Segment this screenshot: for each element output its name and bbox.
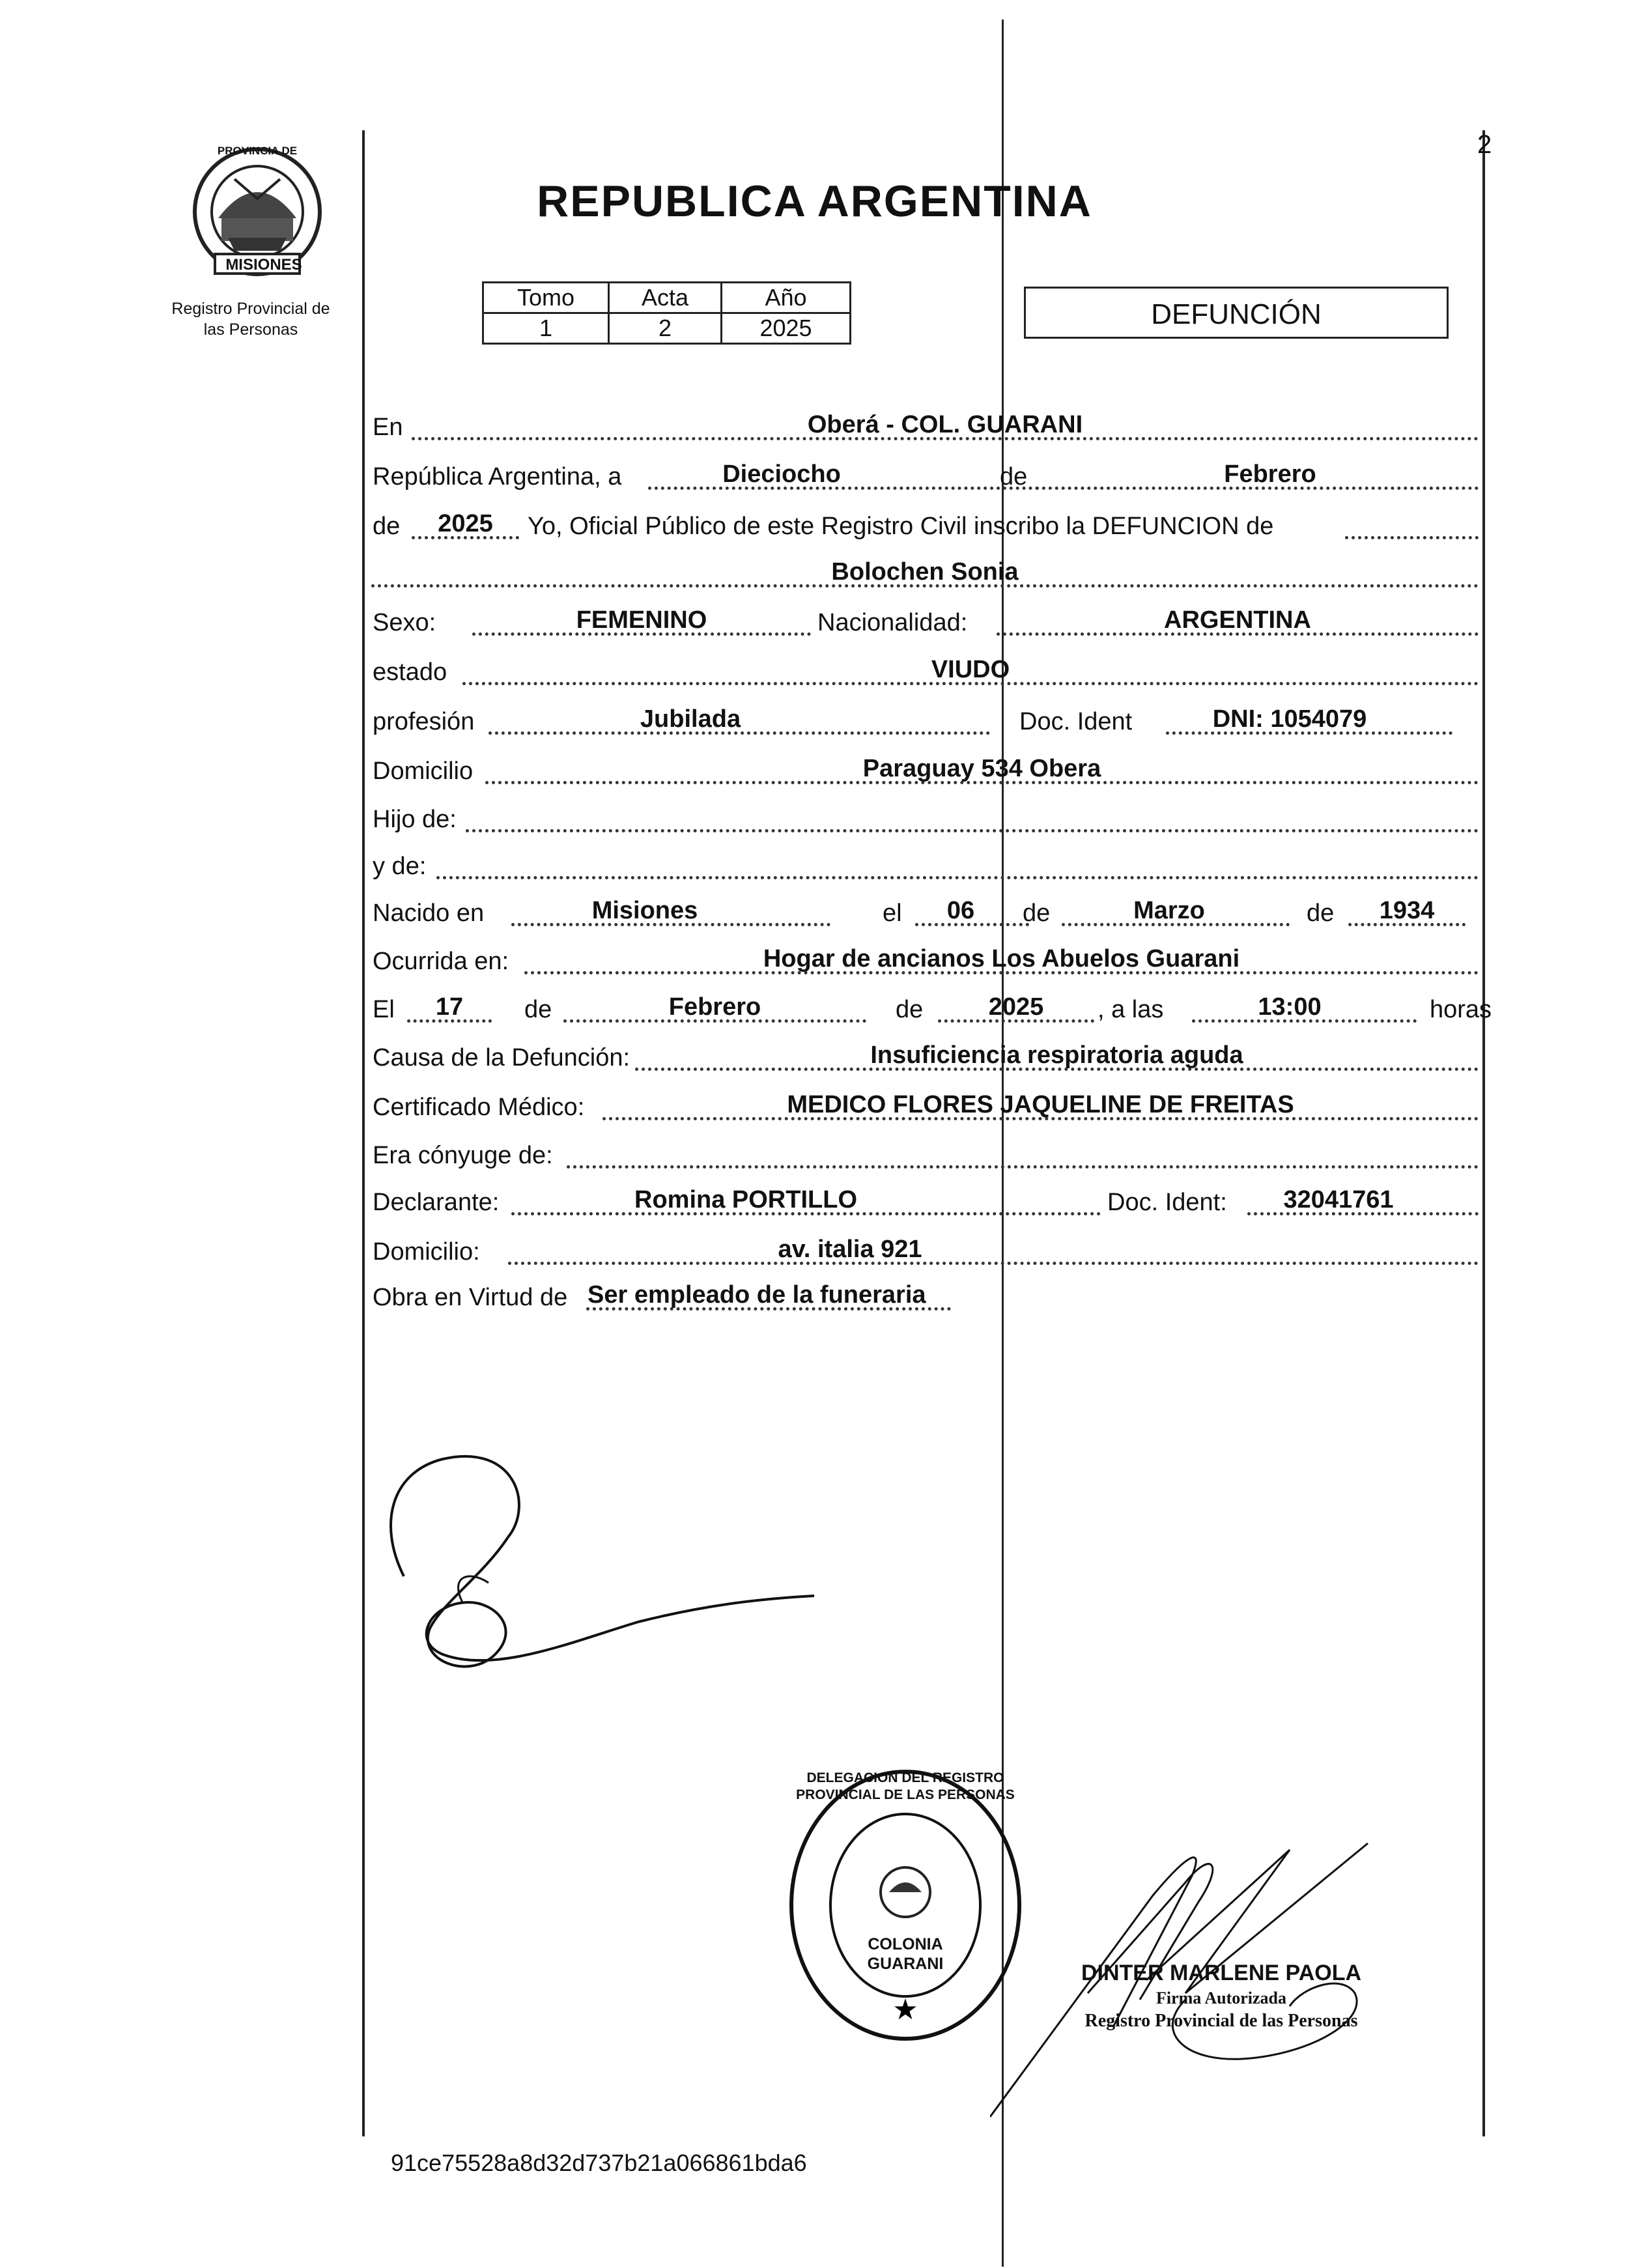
row-ocurrida xyxy=(371,938,1479,977)
row-fecha-defuncion xyxy=(371,986,1492,1025)
causa-value: Insuficiencia respiratoria aguda xyxy=(870,1042,1243,1069)
horas-label: horas xyxy=(1430,996,1492,1023)
page-title: REPUBLICA ARGENTINA xyxy=(537,177,1092,226)
yde-dots xyxy=(436,876,1479,879)
anio-header: Año xyxy=(722,283,851,313)
sexo-value: FEMENINO xyxy=(576,606,707,634)
acta-header: Acta xyxy=(609,283,722,313)
row-sexo xyxy=(371,599,1479,638)
birth-de-label: de xyxy=(1023,900,1051,927)
row-conyuge xyxy=(371,1132,1479,1171)
registry-label xyxy=(143,298,358,340)
birth-de2-label: de xyxy=(1307,900,1335,927)
year-value: 2025 xyxy=(438,510,493,537)
conyuge-label: Era cónyuge de: xyxy=(373,1142,553,1169)
row-profesion xyxy=(371,698,1479,737)
ocurrida-value: Hogar de ancianos Los Abuelos Guarani xyxy=(763,945,1240,972)
record-table xyxy=(482,281,851,345)
estado-label: estado xyxy=(373,659,447,686)
seal-top-text: PROVINCIA DE xyxy=(217,145,298,157)
registry-label-line1: Registro Provincial de xyxy=(171,300,330,318)
svg-text:★: ★ xyxy=(892,1993,918,2026)
declarante-value: Romina PORTILLO xyxy=(634,1186,857,1213)
acta-value: 2 xyxy=(609,313,722,344)
doc-ident-label: Doc. Ident xyxy=(1019,708,1133,735)
death-de2-label: de xyxy=(896,996,924,1023)
declarante-label: Declarante: xyxy=(373,1189,500,1216)
row-certificado xyxy=(371,1084,1479,1123)
hijo-label: Hijo de: xyxy=(373,806,457,833)
decl-doc-label: Doc. Ident: xyxy=(1107,1189,1227,1216)
row-en xyxy=(371,404,1479,443)
de-label: de xyxy=(1000,463,1028,490)
death-day: 17 xyxy=(435,993,464,1021)
birth-day: 06 xyxy=(946,897,975,924)
declarant-signature xyxy=(365,1407,860,1680)
row-causa xyxy=(371,1034,1479,1073)
deceased-name: Bolochen Sonia xyxy=(831,558,1019,586)
row-nacido xyxy=(371,890,1479,929)
seal-bottom-text: MISIONES xyxy=(225,256,302,274)
tomo-header: Tomo xyxy=(483,283,609,313)
yde-label: y de: xyxy=(373,853,427,880)
row-hijo xyxy=(371,796,1479,835)
death-el-label: El xyxy=(373,996,395,1023)
nacido-value: Misiones xyxy=(591,897,698,924)
doc-ident-value: DNI: 1054079 xyxy=(1212,705,1367,733)
death-de-label: de xyxy=(524,996,552,1023)
row-fecha xyxy=(371,453,1479,492)
row-yo xyxy=(371,503,1479,542)
hijo-dots xyxy=(466,829,1479,832)
en-value: Oberá - COL. GUARANI xyxy=(807,411,1083,438)
anio-value: 2025 xyxy=(722,313,851,344)
document-hash: 91ce75528a8d32d737b21a066861bda6 xyxy=(391,2149,807,2176)
document-type-box: DEFUNCIÓN xyxy=(1024,287,1449,339)
domicilio-value: Paraguay 534 Obera xyxy=(862,755,1101,782)
row-estado xyxy=(371,649,1479,688)
domicilio-label: Domicilio xyxy=(373,758,474,785)
nacionalidad-value: ARGENTINA xyxy=(1164,606,1311,634)
certificado-value: MEDICO FLORES JAQUELINE DE FREITAS xyxy=(787,1091,1294,1118)
profesion-label: profesión xyxy=(373,708,475,735)
decl-domicilio-label: Domicilio: xyxy=(373,1238,480,1266)
birth-year: 1934 xyxy=(1379,897,1435,924)
en-label: En xyxy=(373,414,403,441)
alas-label: , a las xyxy=(1098,996,1164,1023)
tomo-value: 1 xyxy=(483,313,609,344)
obra-label: Obra en Virtud de xyxy=(373,1284,568,1311)
page-number: 2 xyxy=(1477,130,1492,159)
profesion-value: Jubilada xyxy=(640,705,741,733)
left-margin-rule xyxy=(362,130,365,2136)
signatory-office: Registro Provincial de las Personas xyxy=(1084,2011,1358,2031)
yo-text: Yo, Oficial Público de este Registro Civil inscribo la DEFUNCION de xyxy=(528,513,1274,540)
estado-value: VIUDO xyxy=(931,656,1010,683)
causa-label: Causa de la Defunción: xyxy=(373,1044,630,1071)
row-declarante xyxy=(371,1179,1479,1218)
republica-label: República Argentina, a xyxy=(373,463,622,490)
row-decl-domicilio xyxy=(371,1228,1479,1268)
month-value: Febrero xyxy=(1224,461,1316,488)
de2-label: de xyxy=(373,513,401,540)
registry-label-line2: las Personas xyxy=(203,320,298,339)
right-margin-rule xyxy=(1482,130,1485,2136)
certificado-label: Certificado Médico: xyxy=(373,1094,585,1121)
yo-dots xyxy=(1345,536,1479,539)
nacionalidad-label: Nacionalidad: xyxy=(817,609,968,636)
decl-domicilio-value: av. italia 921 xyxy=(778,1236,922,1263)
stamp-inner-text: COLONIA GUARANI xyxy=(867,1935,944,1973)
stamp-outer-text: DELEGACION DEL REGISTRO PROVINCIAL DE LAS PERSONAS xyxy=(796,1770,1015,1802)
birth-month: Marzo xyxy=(1133,897,1205,924)
death-month: Febrero xyxy=(668,993,761,1021)
signatory-block xyxy=(1052,1961,1391,2032)
row-domicilio xyxy=(371,748,1479,787)
death-year: 2025 xyxy=(988,993,1044,1021)
day-words: Dieciocho xyxy=(722,461,841,488)
row-name xyxy=(371,551,1479,590)
row-yde xyxy=(371,843,1479,882)
decl-doc-value: 32041761 xyxy=(1283,1186,1394,1213)
nacido-label: Nacido en xyxy=(373,900,485,927)
ocurrida-label: Ocurrida en: xyxy=(373,948,509,975)
signatory-role: Firma Autorizada xyxy=(1155,1989,1287,2007)
obra-value: Ser empleado de la funeraria xyxy=(588,1281,926,1309)
death-time: 13:00 xyxy=(1258,993,1322,1021)
conyuge-dots xyxy=(567,1165,1479,1169)
el-label: el xyxy=(883,900,902,927)
sexo-label: Sexo: xyxy=(373,609,436,636)
row-obra xyxy=(371,1274,1479,1313)
signatory-name: DINTER MARLENE PAOLA xyxy=(1081,1961,1362,1985)
